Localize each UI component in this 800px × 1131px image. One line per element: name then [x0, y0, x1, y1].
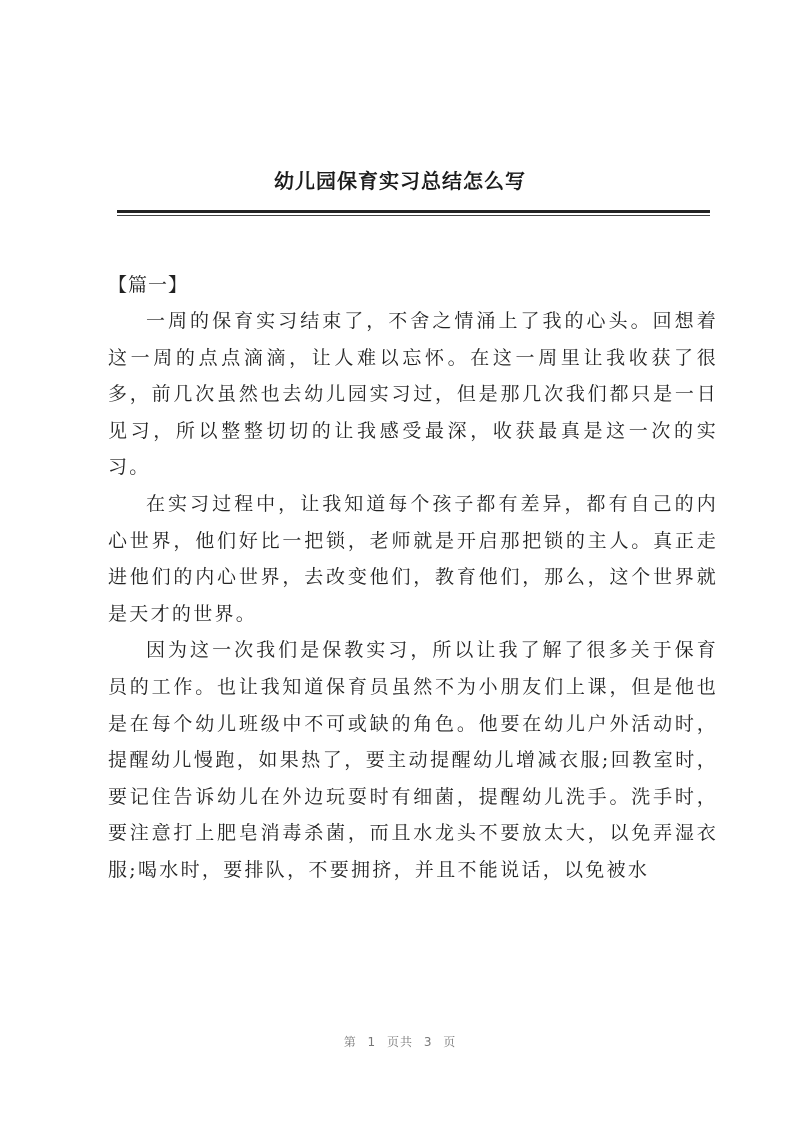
document-body: [108, 267, 718, 889]
section-label: 【篇一】: [108, 274, 189, 296]
page-footer: 第 1 页共 3 页: [343, 1035, 457, 1049]
title-divider-thin: [117, 215, 710, 216]
title-divider-thick: [117, 210, 710, 213]
paragraph-1: 一周的保育实习结束了，不舍之情涌上了我的心头。回想着这一周的点点滴滴，让人难以忘怀。在这一周里让我收获了很多，前几次虽然也去幼儿园实习过，但是那几次我们都只是一日见习，所以整整切切的让我感受最深，收获最真是这一次的实习。: [108, 310, 718, 479]
paragraph-2: 在实习过程中，让我知道每个孩子都有差异，都有自己的内心世界，他们好比一把锁，老师就是开启那把锁的主人。真正走进他们的内心世界，去改变他们，教育他们，那么，这个世界就是天才的世界。: [108, 492, 718, 625]
paragraph-3: 因为这一次我们是保教实习，所以让我了解了很多关于保育员的工作。也让我知道保育员虽然不为小朋友们上课，但是他也是在每个幼儿班级中不可或缺的角色。他要在幼儿户外活动时，提醒幼儿慢跑，如果热了，要主动提醒幼儿增减衣服;回教室时，要记住告诉幼儿在外边玩耍时有细菌，提醒幼儿洗手。洗手时，要注意打上肥皂消毒杀菌，而且水龙头不要放太大，以免弄湿衣服;喝水时，要排队，不要拥挤，并且不能说话，以免被水: [108, 639, 718, 881]
document-title: 幼儿园保育实习总结怎么写: [274, 169, 526, 193]
